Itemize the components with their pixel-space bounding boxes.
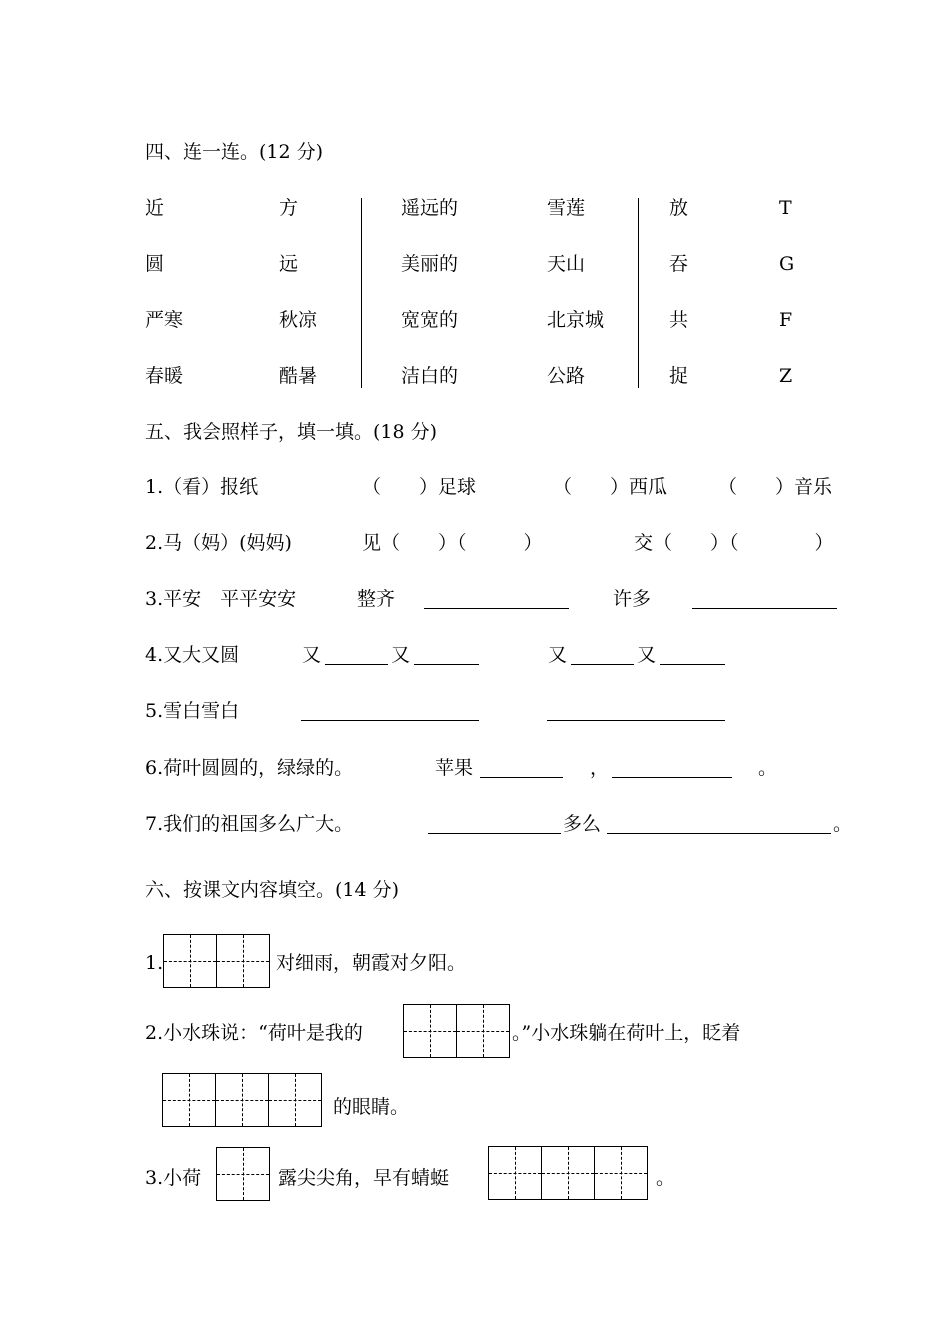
s6-q3-text: 3.小荷 <box>145 1167 202 1189</box>
match-item[interactable]: 秋凉 <box>279 309 318 331</box>
grid-cell[interactable] <box>403 1004 457 1058</box>
q6-example: 6.荷叶圆圆的，绿绿的。 <box>145 757 354 779</box>
q4-word: 又 <box>548 644 568 666</box>
q4-word: 又 <box>391 644 411 666</box>
answer-blank[interactable] <box>424 608 569 609</box>
grid-cell[interactable] <box>594 1146 648 1200</box>
answer-blank[interactable] <box>660 664 725 665</box>
match-item[interactable]: 捉 <box>669 365 689 387</box>
grid-cell[interactable] <box>268 1073 322 1127</box>
s6-q3-text: 露尖尖角，早有蜻蜓 <box>278 1167 450 1189</box>
q4-word: 又 <box>302 644 322 666</box>
column-divider <box>638 198 639 388</box>
s6-q1-number: 1. <box>145 952 164 974</box>
character-grid[interactable] <box>163 934 270 988</box>
character-grid[interactable] <box>216 1147 270 1201</box>
answer-blank[interactable] <box>325 664 388 665</box>
character-grid[interactable] <box>403 1004 510 1058</box>
q6-comma: ， <box>590 757 610 779</box>
match-item[interactable]: 远 <box>279 253 299 275</box>
match-item[interactable]: 吞 <box>669 253 689 275</box>
answer-blank[interactable] <box>547 720 725 721</box>
answer-blank[interactable] <box>571 664 634 665</box>
match-item[interactable]: T <box>779 197 792 219</box>
match-item[interactable]: 圆 <box>145 253 165 275</box>
answer-blank[interactable] <box>607 833 831 834</box>
match-item[interactable]: 公路 <box>547 365 586 387</box>
character-grid[interactable] <box>162 1073 322 1127</box>
grid-cell[interactable] <box>488 1146 542 1200</box>
q7-word: 多么 <box>563 813 602 835</box>
match-item[interactable]: 酷暑 <box>279 365 318 387</box>
q1-blank[interactable]: （ ）足球 <box>362 476 477 498</box>
q3-example: 3.平安 平平安安 <box>145 588 297 610</box>
answer-blank[interactable] <box>692 608 837 609</box>
answer-blank[interactable] <box>480 777 563 778</box>
q2-blank[interactable]: 见（ ）（ ） <box>362 532 543 554</box>
match-item[interactable]: 严寒 <box>145 309 184 331</box>
match-item[interactable]: 近 <box>145 197 165 219</box>
s6-q2-text: 的眼睛。 <box>333 1096 410 1118</box>
q2-example: 2.马（妈）(妈妈) <box>145 532 292 554</box>
match-item[interactable]: 方 <box>279 197 299 219</box>
s6-q2-text: 。”小水珠躺在荷叶上，眨着 <box>512 1022 741 1044</box>
match-item[interactable]: 美丽的 <box>401 253 459 275</box>
q3-word: 整齐 <box>357 588 396 610</box>
q7-period: 。 <box>833 813 853 835</box>
q4-example: 4.又大又圆 <box>145 644 240 666</box>
s6-q2-text: 2.小水珠说：“荷叶是我的 <box>145 1022 363 1044</box>
match-item[interactable]: Z <box>779 365 793 387</box>
match-item[interactable]: 雪莲 <box>547 197 586 219</box>
match-item[interactable]: F <box>779 309 793 331</box>
q4-word: 又 <box>637 644 657 666</box>
grid-cell[interactable] <box>456 1004 510 1058</box>
match-item[interactable]: 宽宽的 <box>401 309 459 331</box>
match-item[interactable]: 共 <box>669 309 689 331</box>
match-item[interactable]: 放 <box>669 197 689 219</box>
grid-cell[interactable] <box>162 1073 216 1127</box>
match-item[interactable]: 北京城 <box>547 309 605 331</box>
match-item[interactable]: 洁白的 <box>401 365 459 387</box>
q1-blank[interactable]: （ ）西瓜 <box>553 476 668 498</box>
q6-period: 。 <box>758 757 778 779</box>
match-item[interactable]: 天山 <box>547 253 586 275</box>
q7-example: 7.我们的祖国多么广大。 <box>145 813 354 835</box>
column-divider <box>361 198 362 388</box>
answer-blank[interactable] <box>414 664 479 665</box>
grid-cell[interactable] <box>216 1147 270 1201</box>
s6-q1-text: 对细雨，朝霞对夕阳。 <box>276 952 467 974</box>
q1-blank[interactable]: （ ）音乐 <box>718 476 833 498</box>
q3-word: 许多 <box>613 588 652 610</box>
q1-example: 1.（看）报纸 <box>145 476 259 498</box>
q6-word: 苹果 <box>435 757 474 779</box>
character-grid[interactable] <box>488 1146 648 1200</box>
section-4-title: 四、连一连。(12 分) <box>145 141 324 163</box>
grid-cell[interactable] <box>215 1073 269 1127</box>
grid-cell[interactable] <box>541 1146 595 1200</box>
q2-blank[interactable]: 交（ ）（ ） <box>634 532 834 554</box>
answer-blank[interactable] <box>428 833 561 834</box>
answer-blank[interactable] <box>612 777 732 778</box>
section-6-title: 六、按课文内容填空。(14 分) <box>145 879 400 901</box>
match-item[interactable]: 遥远的 <box>401 197 459 219</box>
match-item[interactable]: 春暖 <box>145 365 184 387</box>
grid-cell[interactable] <box>163 934 217 988</box>
match-item[interactable]: G <box>779 253 795 275</box>
section-5-title: 五、我会照样子，填一填。(18 分) <box>145 421 438 443</box>
grid-cell[interactable] <box>216 934 270 988</box>
q5-example: 5.雪白雪白 <box>145 700 240 722</box>
answer-blank[interactable] <box>301 720 479 721</box>
s6-q3-text: 。 <box>656 1167 676 1189</box>
